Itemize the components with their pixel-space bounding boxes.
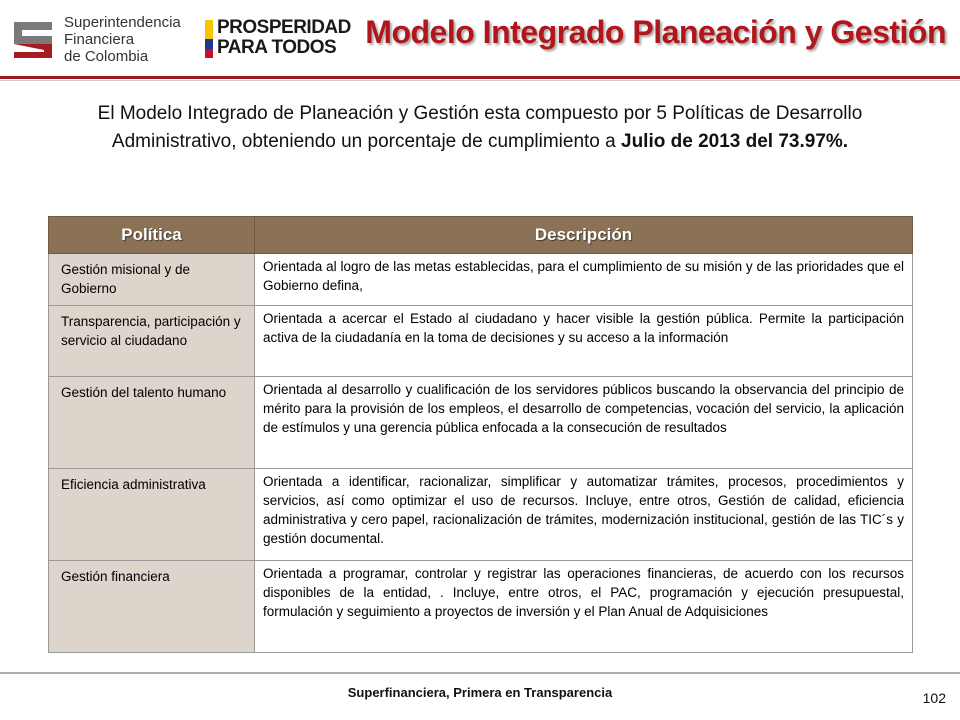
footer-slogan: Superfinanciera, Primera en Transparencia [347, 685, 613, 700]
org-logo-line-2: Financiera [64, 31, 135, 48]
campaign-logo-line-1: PROSPERIDAD [217, 17, 351, 38]
campaign-logo-line-2: PARA TODOS [217, 37, 337, 58]
superintendencia-logo [8, 12, 188, 70]
table-row [49, 254, 913, 306]
policy-column-header: Política [49, 217, 255, 254]
superintendencia-emblem-icon [8, 14, 58, 66]
org-logo-line-3: de Colombia [64, 48, 149, 65]
description-column-header: Descripción [255, 217, 913, 254]
policy-description: Orientada al desarrollo y cualificación de los servidores públicos buscando la observancia del principio de mérito para la provisión de los empleos, el desarrollo de competencias, vocación del servicio, la aplicación de estímulos y una gerencia pública enfocada a la consecución de resultados [255, 377, 913, 469]
table-row [49, 306, 913, 377]
intro-text: El Modelo Integrado de Planeación y Gestión esta compuesto por 5 Políticas de Desarrollo Administrativo, obteniendo un porcentaje de cumplimiento a [97, 103, 863, 152]
table-row [49, 469, 913, 561]
policies-table [48, 216, 913, 653]
colombia-flag-icon [205, 20, 213, 58]
page-number: 102 [922, 690, 946, 706]
policy-description: Orientada a identificar, racionalizar, simplificar y automatizar trámites, procesos, procedimientos y servicios, así como optimizar el uso de recursos. Incluye, entre otros, Gestión de calidad, eficiencia administrativa y cero papel, racionalización de trámites, modernización institucional, gestión de las TIC´s y gestión documental. [255, 469, 913, 561]
policy-description: Orientada a programar, controlar y registrar las operaciones financieras, de acuerdo con los recursos disponibles de la entidad, . Incluye, entre otros, el PAC, programación y ejecución presupuestal, formulación y seguimiento a proyectos de inversión y el Plan Anual de Adquisiciones [255, 561, 913, 653]
footer-rule [0, 672, 960, 674]
prosperidad-logo [205, 18, 350, 62]
table-row [49, 561, 913, 653]
policy-description: Orientada al logro de las metas establecidas, para el cumplimiento de su misión y de las prioridades que el Gobierno defina, [255, 254, 913, 306]
policy-description: Orientada a acercar el Estado al ciudadano y hacer visible la gestión pública. Permite la participación activa de la ciudadanía en la toma de decisiones y su acceso a la información [255, 306, 913, 377]
policy-name: Gestión del talento humano [49, 377, 255, 469]
header-rule [0, 76, 960, 79]
policy-name: Gestión misional y de Gobierno [49, 254, 255, 306]
slide-title: Modelo Integrado Planeación y Gestión [365, 14, 946, 50]
header-rule-shadow [0, 80, 960, 81]
policy-name: Gestión financiera [49, 561, 255, 653]
slide-header [0, 0, 960, 80]
policy-name: Transparencia, participación y servicio al ciudadano [49, 306, 255, 377]
table-row [49, 377, 913, 469]
intro-highlight: Julio de 2013 del 73.97%. [621, 131, 849, 152]
policy-name: Eficiencia administrativa [49, 469, 255, 561]
table-header-row [49, 217, 913, 254]
org-logo-line-1: Superintendencia [64, 14, 181, 31]
intro-paragraph [70, 100, 890, 156]
